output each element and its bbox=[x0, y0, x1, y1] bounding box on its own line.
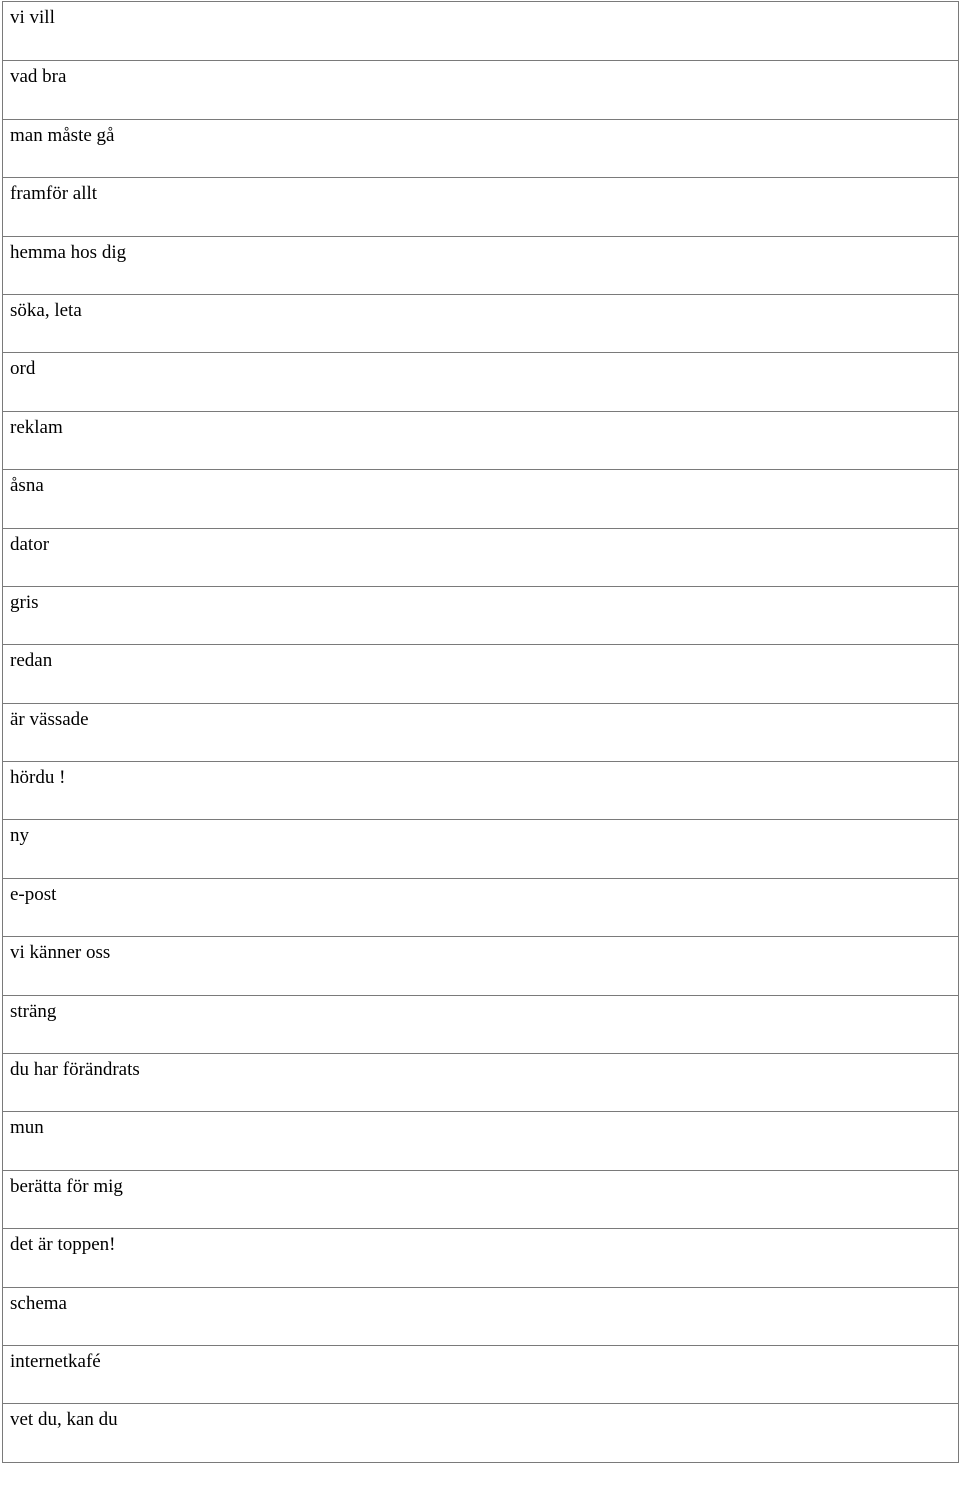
table-row bbox=[3, 2, 958, 61]
table-row bbox=[3, 1171, 958, 1229]
row-text: vi vill bbox=[10, 7, 55, 28]
table-row bbox=[3, 1112, 958, 1170]
table-row bbox=[3, 412, 958, 470]
row-text: söka, leta bbox=[10, 299, 82, 321]
table-row bbox=[3, 704, 958, 762]
table-row bbox=[3, 820, 958, 878]
row-text: mun bbox=[10, 1117, 44, 1139]
row-text: ny bbox=[10, 825, 29, 847]
table-row bbox=[3, 587, 958, 645]
row-text: redan bbox=[10, 650, 53, 672]
row-text: e-post bbox=[10, 883, 57, 905]
vocabulary-table bbox=[2, 1, 959, 1463]
table-row bbox=[3, 1346, 958, 1404]
row-text: är vässade bbox=[10, 708, 89, 730]
table-row bbox=[3, 1404, 958, 1462]
table-row bbox=[3, 996, 958, 1054]
table-row bbox=[3, 178, 958, 236]
row-text: schema bbox=[10, 1292, 67, 1314]
row-text: berätta för mig bbox=[10, 1175, 123, 1197]
table-row bbox=[3, 762, 958, 820]
row-text: internetkafé bbox=[10, 1350, 101, 1372]
row-text: vet du, kan du bbox=[10, 1409, 118, 1431]
table-row bbox=[3, 1229, 958, 1287]
table-row bbox=[3, 645, 958, 703]
row-text: dator bbox=[10, 533, 50, 555]
table-row bbox=[3, 295, 958, 353]
row-text: framför allt bbox=[10, 183, 98, 205]
row-text: hemma hos dig bbox=[10, 241, 127, 263]
table-row bbox=[3, 353, 958, 411]
row-text: gris bbox=[10, 591, 39, 613]
table-row bbox=[3, 1288, 958, 1346]
row-text: vad bra bbox=[10, 66, 67, 88]
row-text: vi känner oss bbox=[10, 942, 111, 964]
row-text: ord bbox=[10, 358, 36, 380]
row-text: hördu ! bbox=[10, 767, 66, 789]
row-text: sträng bbox=[10, 1000, 57, 1022]
table-row bbox=[3, 237, 958, 295]
table-row bbox=[3, 470, 958, 528]
row-text: det är toppen! bbox=[10, 1234, 116, 1256]
row-text: man måste gå bbox=[10, 124, 115, 146]
table-row bbox=[3, 529, 958, 587]
row-text: reklam bbox=[10, 416, 63, 438]
table-row bbox=[3, 879, 958, 937]
table-row bbox=[3, 1054, 958, 1112]
table-row bbox=[3, 120, 958, 178]
table-row bbox=[3, 61, 958, 119]
row-text: du har förändrats bbox=[10, 1059, 140, 1081]
row-text: åsna bbox=[10, 475, 44, 497]
table-row bbox=[3, 937, 958, 995]
